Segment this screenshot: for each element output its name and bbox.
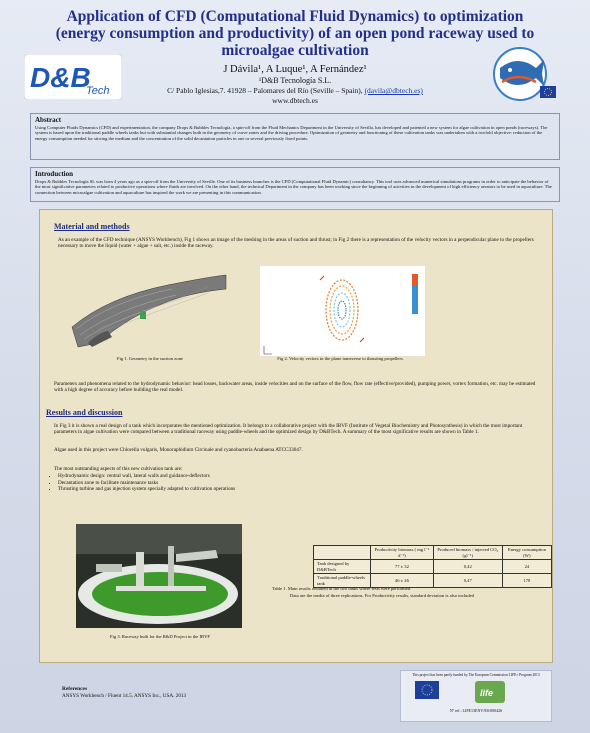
introduction-heading: Introduction xyxy=(35,170,73,178)
introduction-box xyxy=(30,167,560,202)
funding-text: This project has been partly funded by The European Commission LIFE+ Program 2013 xyxy=(412,673,540,677)
figure-2-velocity-vectors xyxy=(260,266,425,356)
funding-ref-number: Nº ref.: LIFE13ENV/ES/000426 xyxy=(449,708,503,713)
table-caption: Table 1. Main results obtained in the two tanks where tests were performed. xyxy=(272,586,412,591)
list-item: • Thrusting turbine and gas injection system specially adapted to cultivation operations xyxy=(58,486,542,493)
eu-flag-icon xyxy=(415,681,439,699)
fish-logo-icon xyxy=(490,46,558,102)
list-item: • Hydrodynamic design: central wall, lateral walls and guidance-deflectors xyxy=(58,473,542,480)
figure-1-geometry-mesh xyxy=(68,267,228,352)
email-link[interactable]: (davila@dbtech.es) xyxy=(364,86,423,95)
table-note: Data are the media of three replications. For Productivity results, standard deviation is also included xyxy=(290,593,474,598)
table-row xyxy=(314,560,552,574)
table-cell: 46 ± 26 xyxy=(370,574,433,588)
methods-heading: Material and methods xyxy=(54,222,130,231)
table-header-row xyxy=(314,546,552,560)
figure-1-caption: Fig 1. Geometry in the suction zone xyxy=(117,356,183,361)
poster-title: Application of CFD (Computational Fluid Dynamics) to optimization (energy consumption and productivity) of an open pond raceway used to microalgae cultivation xyxy=(55,8,535,59)
references-heading: References xyxy=(62,686,88,692)
results-paragraph-1: In Fig 3 it is shown a real design of a tank which incorporates the mentioned optimization. It belongs to a collaborative project with the IBVF (Institute of Vegetal Biochemistry and Photosynthesis) in which the most important parameters in algae cultivation were compared between a traditional raceway using paddle-wheels and the optimized design by D&BTech. A summary of the most significative results are shown in Table 1. xyxy=(54,423,523,436)
table-cell: 178 xyxy=(502,574,551,588)
results-table xyxy=(313,545,552,588)
website[interactable]: www.dbtech.es xyxy=(272,96,318,105)
results-algae-note: Algae used in this project were Chlorella vulgaris, Monoraphidium Circinale and cyanobacteria Anabaena ATCC33047. xyxy=(54,447,303,453)
logo-db-sub: Tech xyxy=(86,85,110,97)
affiliation: ¹D&B Tecnología S.L. xyxy=(258,76,332,85)
table-header: Energy consumption (W) xyxy=(502,546,551,560)
logo-db-text: D&B xyxy=(30,62,91,93)
table-cell: 0,42 xyxy=(433,560,502,574)
table-header: Produced biomass / injected CO₂ (gl⁻¹) xyxy=(433,546,502,560)
abstract-heading: Abstract xyxy=(35,116,62,124)
funding-box xyxy=(400,670,552,722)
results-heading: Results and discussion xyxy=(46,408,123,417)
table-cell: Tank designed by D&BTech xyxy=(314,560,371,574)
results-aspects-intro: The most outstanding aspects of this new cultivation tank are: xyxy=(54,466,183,472)
svg-text:life: life xyxy=(480,688,494,698)
list-item: • Decantation zone to facilitate maintenance tasks xyxy=(58,480,542,487)
methods-paragraph-1: As an example of the CFD technique (ANSYS Workbench), Fig 1 shows an image of the meshing in the areas of suction and thrust; in Fig 2 there is a representation of the velocity vectors in a perpendicular plane to the propellers necessary to move the liquid (water + algae + salt, etc.) inside the raceway. xyxy=(58,237,534,250)
table-cell: Traditional paddle-wheels tank xyxy=(314,574,371,588)
main-panel xyxy=(39,209,553,663)
figure-3-caption: Fig 3. Raceway built for the R&D Project in the IBVF xyxy=(110,634,210,639)
db-tech-logo xyxy=(24,54,122,100)
table-header xyxy=(314,546,371,560)
address: C/ Pablo Iglesias,7. 41928 – Palomares del Río (Seville – Spain), xyxy=(167,86,365,95)
address-line xyxy=(150,86,440,96)
table-header: Productivity biomass ( mg l⁻¹ d⁻¹) xyxy=(370,546,433,560)
table-cell: 77 ± 32 xyxy=(370,560,433,574)
authors-block xyxy=(150,64,440,106)
authors: J Dávila¹, A Luque¹, A Fernández¹ xyxy=(223,64,367,75)
table-cell: 0,47 xyxy=(433,574,502,588)
references-body: ANSYS Workbench / Fluent 14.5, ANSYS Inc., USA. 2013 xyxy=(62,693,187,699)
introduction-body: Drops & Bubbles Tecnología SL was born 4 years ago as a spin-off from the University of Seville. One of its business branches is the CFD (Computational Fluid Dynamic) consultancy. This tool uses advanced numerical simulations programs in order to anticipate the behavior of the most significative parameters related to productive operations where fluids are involved. On the other hand, the technical Department in the company has been working since the beginning of activities in the development of high efficiency aerators to be used in aquaculture. The connection between microalgae cultivation and aquaculture has inspired the work we are presenting in this communication. xyxy=(35,179,552,195)
aspects-list xyxy=(40,473,542,493)
abstract-body: Using Computer Fluids Dynamics (CFD) and experimentation, the company Drops & Bubbles Tecnología, a spin-off from the Fluid Mechanics Department in the University of Sevilla, has developed and patented a new system for algae cultivation in open ponds (raceways). The system is based upon the traditional paddle wheels tanks but with substantial changes both in the geometry of curve zones and the driving procedure. Optimization of geometry and functioning of these cultivation tanks was undertaken with a twofold objective: reduction of the energy consumption needed for stirring the medium and the concentration of the solid decantation particles in one or several previously fixed points. xyxy=(35,125,548,141)
life-logo-icon xyxy=(475,681,505,703)
figure-3-raceway-photo xyxy=(76,524,242,628)
figure-2-caption: Fig 2. Velocity vectors in the plane transverse to thrusting propellers xyxy=(277,356,403,361)
abstract-box xyxy=(30,113,560,160)
table-cell: 24 xyxy=(502,560,551,574)
methods-paragraph-2: Parameters and phenomena related to the hydrodynamic behavior: head losses, backwater areas, inside velocities and on the surface of the flow, flow rate (effective/provided), pumping power, vortex formation, etc. may be estimated with a high degree of accuracy before building the real model. xyxy=(54,381,536,394)
